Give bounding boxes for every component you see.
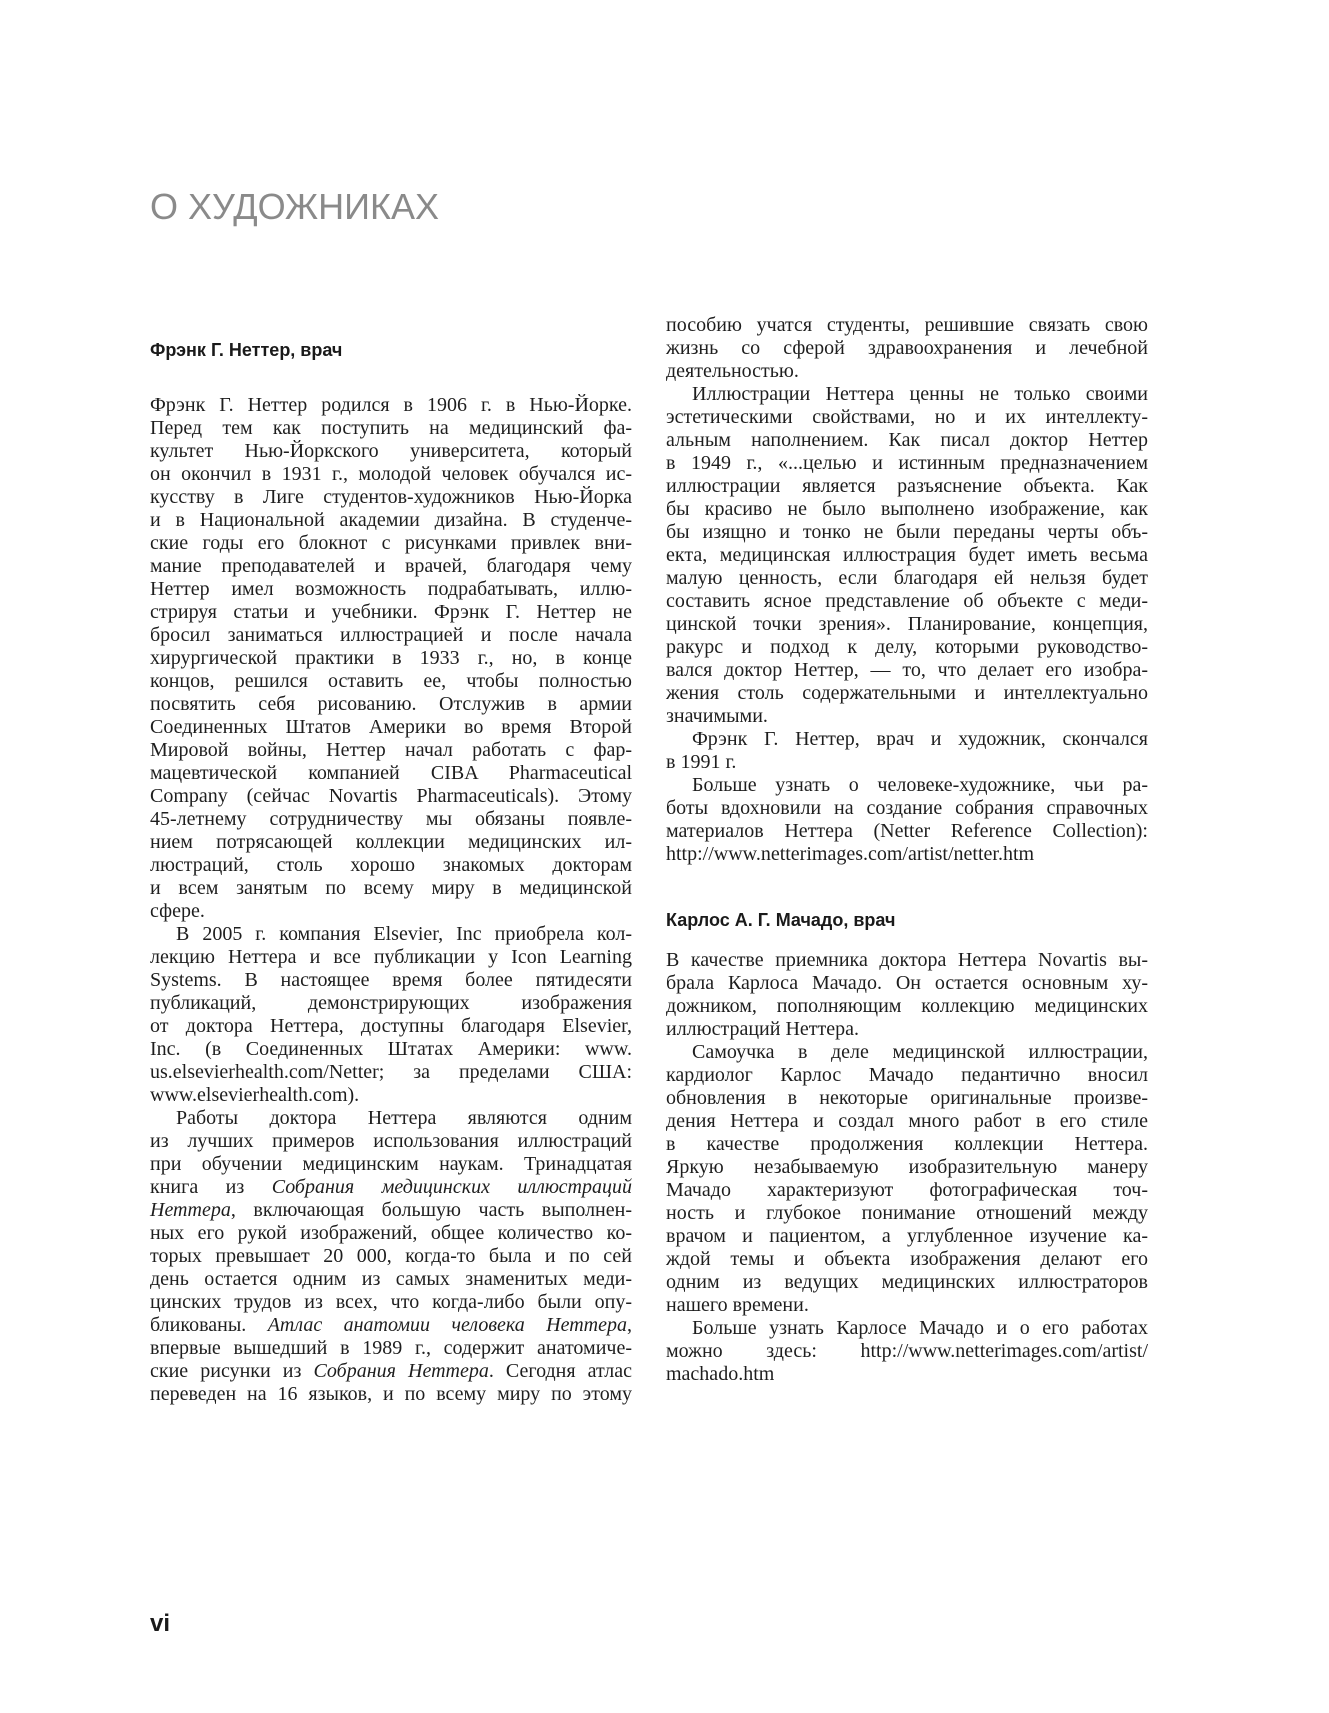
text-fragment: ские рисунки из (150, 1360, 314, 1382)
text-line: жения столь содержательными и интеллектуально (666, 682, 1148, 704)
page-number: vi (150, 1610, 171, 1637)
text-line: нием потрясающей коллекции медицинских ил- (150, 831, 632, 853)
text-line: и всем занятым по всему миру в медицинской (150, 877, 632, 899)
text-line: Иллюстрации Неттера ценны не только своими (692, 383, 1148, 405)
book-title-collection: Собрания медицинских иллюстраций (271, 1176, 632, 1198)
page-title: О ХУДОЖНИКАХ (150, 186, 439, 227)
netter-heading: Фрэнк Г. Неттер, врач (150, 340, 343, 360)
text-line: составить ясное представление об объекте с меди- (666, 590, 1148, 612)
text-line (150, 1314, 632, 1337)
left-column (150, 340, 632, 1406)
book-title-netter-collection: Собрания Неттера (313, 1360, 489, 1382)
text-line: бы красиво не было выполнено изображение, как (666, 498, 1148, 520)
text-line: Мировой войны, Неттер начал работать с фар- (150, 739, 632, 761)
netter-bio-paragraph-5 (666, 728, 1148, 774)
text-line: концов, решился оставить ее, чтобы полностью (150, 670, 632, 692)
text-line: дения Неттера и создал много работ в его стиле (666, 1110, 1148, 1132)
text-line: екта, медицинская иллюстрация будет иметь весьма (666, 544, 1148, 566)
text-line: us.elsevierhealth.com/Netter; за пределами США: (150, 1061, 632, 1083)
text-line: Неттер имел возможность подрабатывать, иллю- (150, 578, 632, 600)
text-line: мание преподавателей и врачей, благодаря чему (150, 555, 632, 577)
machado-bio-paragraph-1 (666, 949, 1148, 1041)
text-line: нашего времени. (666, 1294, 809, 1316)
text-line: при обучении медицинским наукам. Тринадцатая (150, 1153, 632, 1175)
text-line: Больше узнать Карлосе Мачадо и о его работах (692, 1317, 1148, 1339)
text-line: бросил заниматься иллюстрацией и после начала (150, 624, 632, 646)
book-title-collection-cont: Неттера (150, 1199, 231, 1221)
text-line: публикаций, демонстрирующих изображения (150, 992, 632, 1014)
text-line: В качестве приемника доктора Неттера Novartis вы- (666, 949, 1148, 971)
right-column (666, 314, 1148, 1386)
text-line: цинской точки зрения». Планирование, концепция, (666, 613, 1148, 635)
text-line: значимыми. (666, 705, 768, 727)
text-line: боты вдохновили на создание собрания справочных (666, 797, 1148, 819)
text-line: Перед тем как поступить на медицинский фа- (150, 417, 632, 439)
text-line: в 1949 г., «...целью и истинным предназначением (666, 452, 1148, 474)
text-line: вался доктор Неттер, — то, что делает его изобра- (666, 659, 1148, 681)
text-line: Мачадо характеризуют фотографическая точ- (666, 1179, 1148, 1201)
machado-heading: Карлос А. Г. Мачадо, врач (666, 910, 896, 930)
text-line: machado.htm (666, 1363, 775, 1385)
text-line: переведен на 16 языков, и по всему миру по этому (150, 1383, 632, 1405)
text-line: можно здесь: http://www.netterimages.com/artist/ (666, 1340, 1148, 1362)
text-line: в 1991 г. (666, 751, 737, 773)
text-fragment: . Сегодня атлас (488, 1360, 632, 1382)
netter-bio-paragraph-1 (150, 394, 632, 923)
text-line: В 2005 г. компания Elsevier, Inc приобрела кол- (176, 923, 632, 945)
text-fragment: , (627, 1314, 632, 1336)
text-line: стрируя статьи и учебники. Фрэнк Г. Неттер не (150, 601, 632, 623)
text-line: культет Нью-Йоркского университета, который (150, 440, 632, 462)
text-line: деятельностью. (666, 360, 799, 382)
text-line: Company (сейчас Novartis Pharmaceuticals). Этому (150, 785, 632, 807)
text-line: и в Национальной академии дизайна. В студенче- (150, 509, 632, 531)
text-line: ракурс и подход к делу, которыми руководство- (666, 636, 1148, 658)
text-line: малую ценность, если благодаря ей нельзя будет (666, 567, 1148, 589)
text-line: посвятить себя рисованию. Отслужив в армии (150, 693, 632, 715)
text-line: дожником, пополняющим коллекцию медицинских (666, 995, 1148, 1017)
text-line: Соединенных Штатов Америки во время Второй (150, 716, 632, 738)
text-line: Яркую незабываемую изобразительную манеру (666, 1156, 1148, 1178)
text-line (150, 1360, 632, 1383)
text-line: материалов Неттера (Netter Reference Collection): (666, 820, 1148, 842)
text-fragment: бликованы. (150, 1314, 268, 1336)
machado-bio-paragraph-2 (666, 1041, 1148, 1317)
text-line: бы изящно и тонко не были переданы черты объ- (666, 521, 1148, 543)
text-line: он окончил в 1931 г., молодой человек обучался ис- (150, 463, 632, 485)
text-line (150, 1199, 632, 1222)
text-line: пособию учатся студенты, решившие связать свою (666, 314, 1148, 336)
text-fragment: , включающая большую часть выполнен- (230, 1199, 632, 1221)
text-line: альным наполнением. Как писал доктор Неттер (666, 429, 1148, 451)
text-line: ность и глубокое понимание отношений между (666, 1202, 1148, 1224)
text-line (150, 1176, 632, 1199)
book-title-atlas: Атлас анатомии человека Неттера (267, 1314, 627, 1336)
text-line: ных его рукой изображений, общее количество ко- (150, 1222, 632, 1244)
text-fragment: книга из (150, 1176, 272, 1198)
text-line: Фрэнк Г. Неттер родился в 1906 г. в Нью-Йорке. (150, 394, 632, 416)
text-line: брала Карлоса Мачадо. Он остается основным ху- (666, 972, 1148, 994)
text-line: Фрэнк Г. Неттер, врач и художник, скончался (692, 728, 1148, 750)
text-line: в качестве продолжения коллекции Неттера. (666, 1133, 1148, 1155)
text-line: люстраций, столь хорошо знакомых докторам (150, 854, 632, 876)
text-line: Самоучка в деле медицинской иллюстрации, (692, 1041, 1148, 1063)
text-line: иллюстрации является разъяснение объекта. Как (666, 475, 1148, 497)
text-line: лекцию Неттера и все публикации у Icon Learning (150, 946, 632, 968)
text-line: иллюстраций Неттера. (666, 1018, 860, 1040)
text-line: кардиолог Карлос Мачадо педантично вносил (666, 1064, 1148, 1086)
netter-bio-paragraph-3-continued (666, 314, 1148, 383)
text-line: Systems. В настоящее время более пятидесяти (150, 969, 632, 991)
text-line: из лучших примеров использования иллюстраций (150, 1130, 632, 1152)
text-line: Работы доктора Неттера являются одним (176, 1107, 632, 1129)
text-line: Inc. (в Соединенных Штатах Америки: www. (150, 1038, 632, 1060)
text-line: кусству в Лиге студентов-художников Нью-Йорка (150, 486, 632, 508)
text-line: день остается одним из самых знаменитых меди- (150, 1268, 632, 1290)
text-line: от доктора Неттера, доступны благодаря Elsevier, (150, 1015, 632, 1037)
text-line: жизнь со сферой здравоохранения и лечебной (666, 337, 1148, 359)
text-line: мацевтической компанией CIBA Pharmaceutical (150, 762, 632, 784)
text-line: одним из ведущих медицинских иллюстраторов (666, 1271, 1148, 1293)
netter-bio-paragraph-4 (666, 383, 1148, 728)
netter-bio-paragraph-2 (150, 923, 632, 1107)
text-line: 45-летнему сотрудничеству мы обязаны появле- (150, 808, 632, 830)
text-line: ждой темы и объекта изображения делают его (666, 1248, 1148, 1270)
netter-bio-paragraph-6 (666, 774, 1148, 866)
text-line: врачом и пациентом, а углубленное изучение ка- (666, 1225, 1148, 1247)
text-line: цинских трудов из всех, что когда-либо были опу- (150, 1291, 632, 1313)
text-line: http://www.netterimages.com/artist/netter.htm (666, 843, 1035, 865)
text-line: www.elsevierhealth.com). (150, 1084, 360, 1106)
netter-bio-paragraph-3 (150, 1107, 632, 1406)
machado-bio-paragraph-3 (666, 1317, 1148, 1386)
text-line: эстетическими свойствами, но и их интеллекту- (666, 406, 1148, 428)
text-line: хирургической практики в 1933 г., но, в конце (150, 647, 632, 669)
text-line: обновления в некоторые оригинальные произве- (666, 1087, 1148, 1109)
text-line: впервые вышедший в 1989 г., содержит анатомиче- (150, 1337, 632, 1359)
text-line: торых превышает 20 000, когда-то была и по сей (150, 1245, 632, 1267)
text-line: Больше узнать о человеке-художнике, чьи ра- (692, 774, 1148, 796)
text-line: ские годы его блокнот с рисунками привлек вни- (150, 532, 632, 554)
text-line: сфере. (150, 900, 205, 922)
